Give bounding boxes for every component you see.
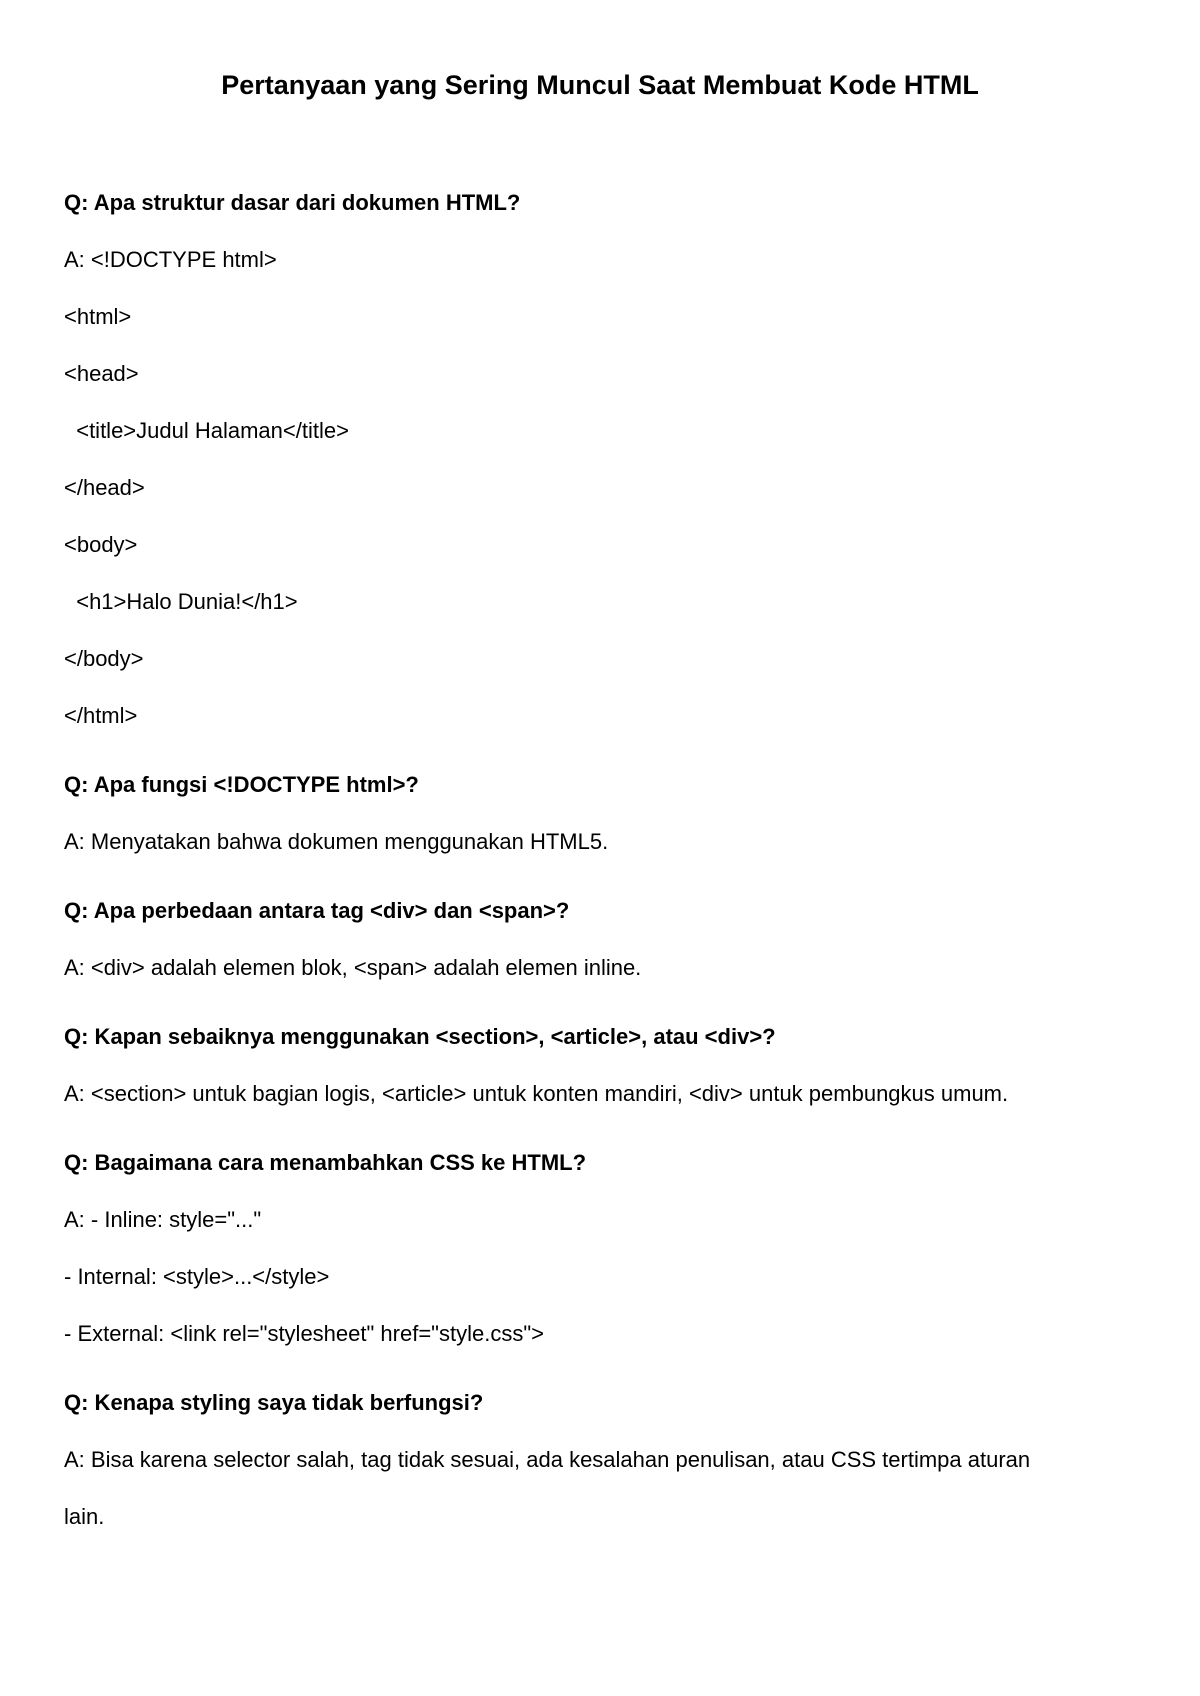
answer-section-article-div: A: <section> untuk bagian logis, <article> untuk konten mandiri, <div> untuk pembungkus umum. <box>64 1081 1009 1106</box>
question-div-span: Q: Apa perbedaan antara tag <div> dan <span>? <box>64 898 570 923</box>
answer-line: <body> <box>64 532 138 557</box>
question-structure: Q: Apa struktur dasar dari dokumen HTML? <box>64 190 521 215</box>
answer-line: <h1>Halo Dunia!</h1> <box>64 589 298 614</box>
answer-line: A: <!DOCTYPE html> <box>64 247 277 272</box>
answer-doctype: A: Menyatakan bahwa dokumen menggunakan HTML5. <box>64 829 609 854</box>
answer-line: </head> <box>64 475 145 500</box>
answer-line: A: Bisa karena selector salah, tag tidak sesuai, ada kesalahan penulisan, atau CSS tertimpa aturan <box>64 1447 1031 1472</box>
answer-line: lain. <box>64 1504 105 1529</box>
question-section-article-div: Q: Kapan sebaiknya menggunakan <section>, <article>, atau <div>? <box>64 1024 776 1049</box>
question-doctype: Q: Apa fungsi <!DOCTYPE html>? <box>64 772 419 797</box>
answer-line: <html> <box>64 304 132 329</box>
answer-line: </body> <box>64 646 144 671</box>
question-add-css: Q: Bagaimana cara menambahkan CSS ke HTML? <box>64 1150 587 1175</box>
answer-line: <title>Judul Halaman</title> <box>64 418 349 443</box>
answer-line: - Internal: <style>...</style> <box>64 1264 330 1289</box>
question-styling: Q: Kenapa styling saya tidak berfungsi? <box>64 1390 484 1415</box>
answer-line: </html> <box>64 703 138 728</box>
answer-line: - External: <link rel="stylesheet" href="style.css"> <box>64 1321 544 1346</box>
answer-line: A: - Inline: style="..." <box>64 1207 262 1232</box>
answer-line: <head> <box>64 361 139 386</box>
answer-div-span: A: <div> adalah elemen blok, <span> adalah elemen inline. <box>64 955 642 980</box>
document-title: Pertanyaan yang Sering Muncul Saat Membuat Kode HTML <box>221 70 979 100</box>
